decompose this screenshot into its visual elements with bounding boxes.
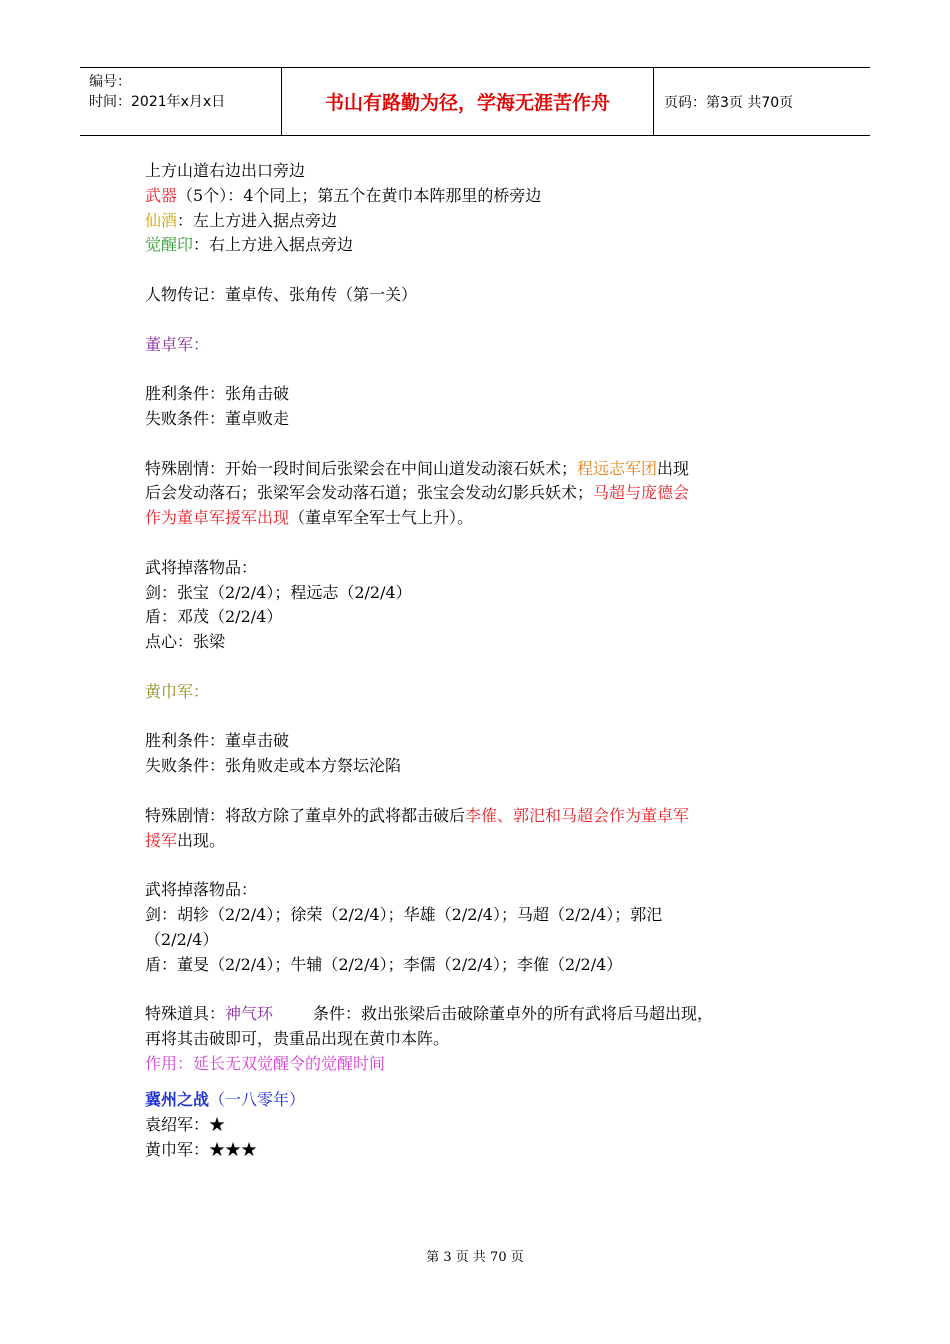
special-item-line: 再将其击破即可，贵重品出现在黄巾本阵。 <box>145 1028 450 1048</box>
section-heading-yellow-turban: 黄巾军： <box>145 681 210 701</box>
star-rating: ★★★ <box>209 1140 258 1160</box>
header-page-label: 页码：第3页 共70页 <box>664 94 794 111</box>
event-highlight: 援军 <box>145 830 178 850</box>
difficulty-line: 黄巾军：★★★ <box>145 1140 258 1160</box>
special-event-line: 后会发动落石；张梁军会发动落石道；张宝会发动幻影兵妖术；马超与庞德会 <box>145 483 690 503</box>
special-event-line: 援军出现。 <box>145 830 226 850</box>
text-line: 觉醒印：右上方进入据点旁边 <box>145 235 354 255</box>
special-event-line: 特殊剧情：将敌方除了董卓外的武将都击破后李傕、郭汜和马超会作为董卓军 <box>145 805 690 825</box>
header-motto: 书山有路勤为径，学海无涯苦作舟 <box>282 68 654 135</box>
victory-condition: 胜利条件：董卓击破 <box>145 731 290 751</box>
header-meta <box>80 68 282 135</box>
victory-condition: 胜利条件：张角击破 <box>145 384 290 404</box>
event-highlight: 李傕、郭汜和马超会作为董卓军 <box>465 805 690 825</box>
drops-heading: 武将掉落物品： <box>145 557 258 577</box>
defeat-condition: 失败条件：董卓败走 <box>145 408 290 428</box>
drops-line: 点心：张梁 <box>145 632 226 652</box>
number-label: 编号： <box>89 74 131 90</box>
page-footer: 第 3 页 共 70 页 <box>426 1250 524 1265</box>
drops-line: 剑：张宝（2/2/4）；程远志（2/2/4） <box>145 582 412 602</box>
event-highlight: 作为董卓军援军出现 <box>145 508 290 528</box>
text-line: 仙酒：左上方进入据点旁边 <box>145 210 338 230</box>
stage-year: （一八零年） <box>209 1090 306 1110</box>
special-item-effect: 作用：延长无双觉醒令的觉醒时间 <box>145 1053 386 1073</box>
defeat-condition: 失败条件：张角败走或本方祭坛沦陷 <box>145 756 402 776</box>
time-label: 时间：2021年x月x日 <box>89 94 226 110</box>
difficulty-line: 袁绍军：★ <box>145 1115 226 1135</box>
special-event-line: 特殊剧情：开始一段时间后张梁会在中间山道发动滚石妖术；程远志军团出现 <box>145 458 690 478</box>
stage-title <box>145 1088 810 1113</box>
section-heading-dongzhuo: 董卓军： <box>145 334 210 354</box>
text-line: 上方山道右边出口旁边 <box>145 161 306 180</box>
special-event-line: 作为董卓军援军出现（董卓军全军士气上升）。 <box>145 508 474 528</box>
drops-line: 盾：董旻（2/2/4）；牛辅（2/2/4）；李儒（2/2/4）；李傕（2/2/4） <box>145 954 623 974</box>
awaken-seal-label: 觉醒印 <box>145 235 194 255</box>
biography-line: 人物传记：董卓传、张角传（第一关） <box>145 284 418 304</box>
drops-line: 盾：邓茂（2/2/4） <box>145 607 283 627</box>
special-item-line: 特殊道具：神气环 条件：救出张梁后击破除董卓外的所有武将后马超出现， <box>145 1004 714 1024</box>
wine-label: 仙酒 <box>145 210 178 230</box>
drops-line: 剑：胡轸（2/2/4）；徐荣（2/2/4）；华雄（2/2/4）；马超（2/2/4）；郭汜 <box>145 904 663 924</box>
event-highlight: 马超与庞德会 <box>593 483 690 503</box>
drops-heading: 武将掉落物品： <box>145 880 258 900</box>
event-highlight: 程远志军团 <box>577 458 658 478</box>
special-item-name: 神气环 <box>225 1004 274 1024</box>
drops-line: （2/2/4） <box>145 929 219 949</box>
star-rating: ★ <box>209 1115 226 1135</box>
stage-name: 冀州之战 <box>145 1090 210 1110</box>
page-header <box>80 67 870 136</box>
weapon-label: 武器 <box>145 185 178 205</box>
text-line: 武器（5个）：4个同上；第五个在黄巾本阵那里的桥旁边 <box>145 185 542 205</box>
document-body <box>145 159 810 1163</box>
